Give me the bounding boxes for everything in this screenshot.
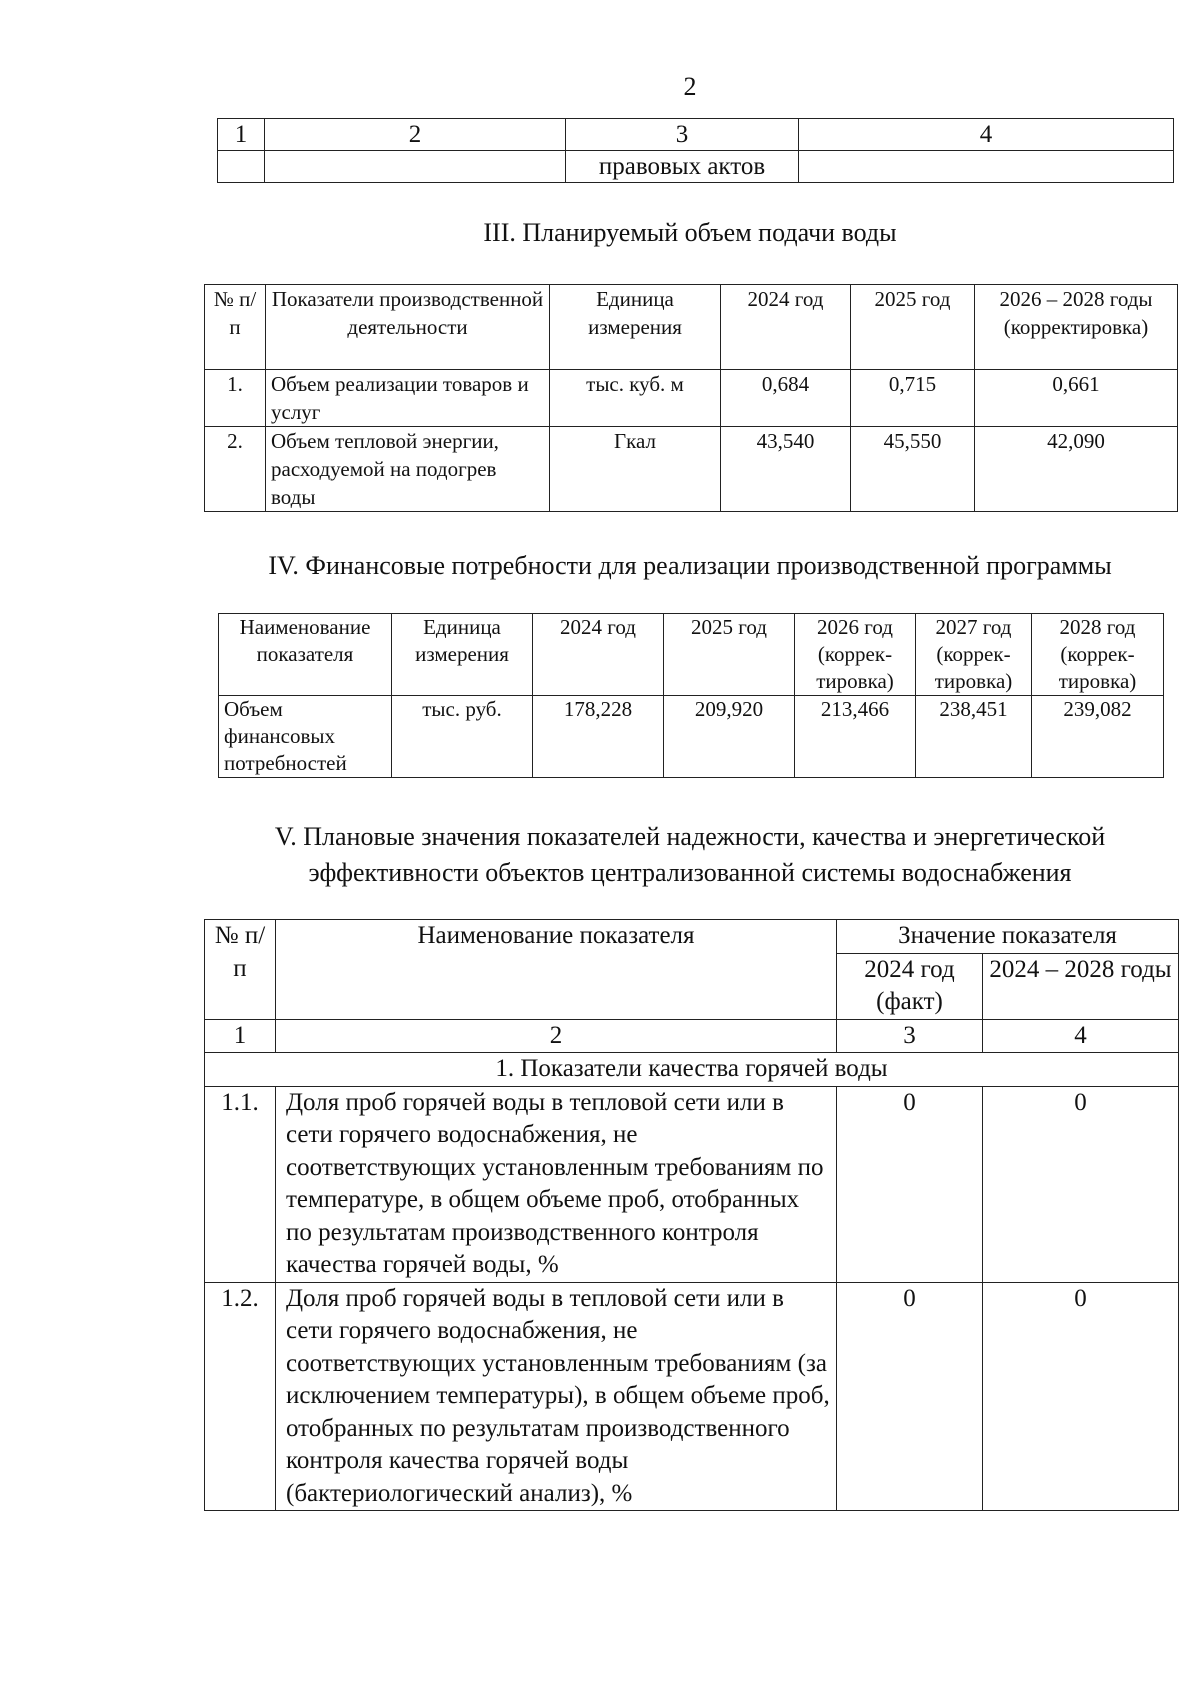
table-cell: 2. <box>205 427 266 512</box>
table-cell: Объем реализации товаров и услуг <box>266 370 550 427</box>
table-cell: 0,715 <box>851 370 975 427</box>
section-title: IV. Финансовые потребности для реализации производственной программы <box>268 551 1112 580</box>
table-header-row <box>205 285 1178 370</box>
table-cell: 0 <box>837 1086 983 1282</box>
table-cell <box>799 151 1174 183</box>
table-header-row <box>205 920 1179 954</box>
table-cell: Объем финансовых потребностей <box>219 696 392 778</box>
table-row <box>218 151 1174 183</box>
table-cell: 239,082 <box>1032 696 1164 778</box>
table-header-cell: Наименование показателя <box>219 614 392 696</box>
section-title: III. Планируемый объем подачи воды <box>483 218 897 247</box>
table-header-cell: 2028 год (коррек-тировка) <box>1032 614 1164 696</box>
table-cell: 213,466 <box>795 696 916 778</box>
table-header-cell: 2026 – 2028 годы (корректировка) <box>975 285 1178 370</box>
table-header-cell: 2025 год <box>664 614 795 696</box>
table-cell: 1.2. <box>205 1282 276 1511</box>
table-header-cell: Значение показателя <box>837 920 1179 954</box>
table-header-cell: Показатели производственной деятельности <box>266 285 550 370</box>
table-cell: Доля проб горячей воды в тепловой сети или в сети горячего водоснабжения, не соответствующих установленным требованиям по температуре, в общем объеме проб, отобранных по результатам производственного контроля качества горячей воды, % <box>276 1086 837 1282</box>
table-row <box>205 427 1178 512</box>
table-cell: 0,661 <box>975 370 1178 427</box>
table-cell: 3 <box>566 119 799 151</box>
table-cell: Доля проб горячей воды в тепловой сети или в сети горячего водоснабжения, не соответствующих установленным требованиям (за исключением температуры), в общем объеме проб, отобранных по результатам производственного контроля качества горячей воды (бактериологический анализ), % <box>276 1282 837 1511</box>
table-cell: 0 <box>983 1086 1179 1282</box>
table-header-cell: № п/п <box>205 920 276 1020</box>
table-header-cell: 2024 год <box>721 285 851 370</box>
table-header-cell: 2024 год <box>533 614 664 696</box>
table-cell: правовых актов <box>566 151 799 183</box>
table-header-row <box>218 119 1174 151</box>
table-cell: 43,540 <box>721 427 851 512</box>
table-cell: 178,228 <box>533 696 664 778</box>
financial-needs-table <box>218 613 1164 778</box>
table-row <box>205 1086 1179 1282</box>
table-header-cell: 2024 – 2028 годы <box>983 953 1179 1019</box>
table-row <box>219 696 1164 778</box>
table-cell: тыс. руб. <box>392 696 533 778</box>
table-cell: 1 <box>205 1019 276 1053</box>
table-header-cell: 2026 год (коррек-тировка) <box>795 614 916 696</box>
page-number: 2 <box>683 72 697 101</box>
table-cell: 4 <box>799 119 1174 151</box>
table-header-cell: Единица измерения <box>550 285 721 370</box>
table-header-cell: № п/п <box>205 285 266 370</box>
table-cell: Гкал <box>550 427 721 512</box>
table-row <box>205 370 1178 427</box>
reliability-indicators-table <box>204 919 1179 1511</box>
table-group-row <box>205 1053 1179 1087</box>
table-cell: 42,090 <box>975 427 1178 512</box>
table-cell <box>265 151 566 183</box>
table-cell <box>218 151 265 183</box>
table-cell: 45,550 <box>851 427 975 512</box>
table-header-cell: 2027 год (коррек-тировка) <box>916 614 1032 696</box>
section-title: V. Плановые значения показателей надежности, качества и энергетической эффективности объектов централизованной системы водоснабжения <box>274 822 1106 887</box>
table-cell: 2 <box>276 1019 837 1053</box>
table-header-row <box>219 614 1164 696</box>
table-cell: 1. <box>205 370 266 427</box>
water-supply-table <box>204 284 1178 512</box>
table-row <box>205 1282 1179 1511</box>
table-cell: 4 <box>983 1019 1179 1053</box>
table-cell: 238,451 <box>916 696 1032 778</box>
table-row <box>205 1019 1179 1053</box>
table-header-cell: 2024 год (факт) <box>837 953 983 1019</box>
table-cell: 1.1. <box>205 1086 276 1282</box>
table-header-cell: Единица измерения <box>392 614 533 696</box>
table-cell: 0,684 <box>721 370 851 427</box>
table-cell: 1 <box>218 119 265 151</box>
table-cell: 2 <box>265 119 566 151</box>
table-cell: 209,920 <box>664 696 795 778</box>
table-cell: тыс. куб. м <box>550 370 721 427</box>
table-cell: 3 <box>837 1019 983 1053</box>
table-cell: Объем тепловой энергии, расходуемой на подогрев воды <box>266 427 550 512</box>
table-header-cell: 2025 год <box>851 285 975 370</box>
table-cell: 0 <box>837 1282 983 1511</box>
table-header-cell: Наименование показателя <box>276 920 837 1020</box>
continued-table <box>217 118 1174 183</box>
table-cell: 0 <box>983 1282 1179 1511</box>
table-group-cell: 1. Показатели качества горячей воды <box>205 1053 1179 1087</box>
